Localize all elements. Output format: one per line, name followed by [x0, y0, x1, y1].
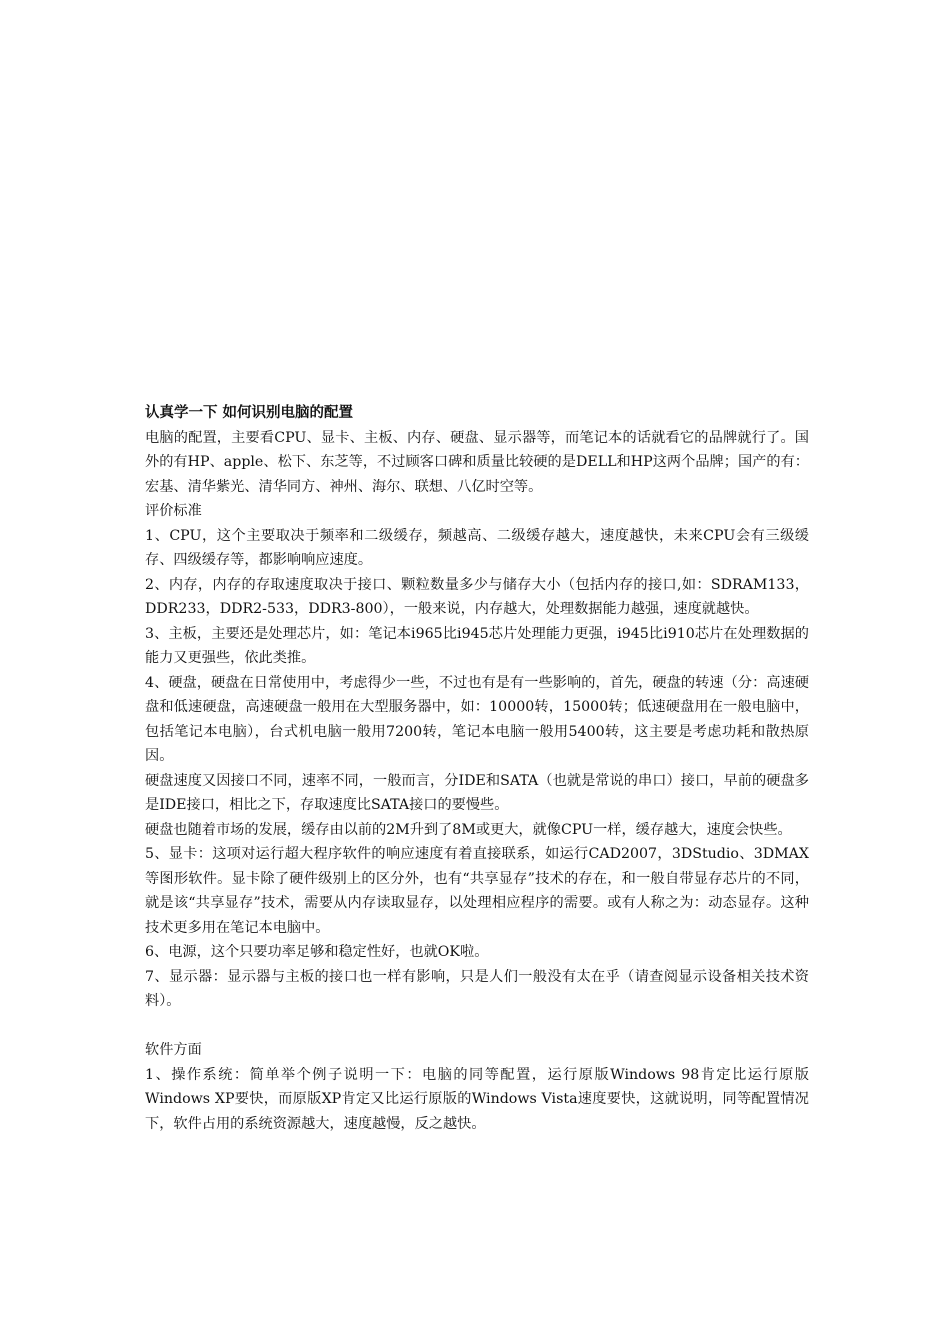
blank-line [145, 1014, 809, 1039]
memory-paragraph: 2、内存，内存的存取速度取决于接口、颗粒数量多少与储存大小（包括内存的接口,如：SDRAM133，DDR233，DDR2-533，DDR3-800），一般来说，内存越大，处理数据能力越强，速度就越快。 [145, 576, 809, 617]
intro-paragraph: 电脑的配置，主要看CPU、显卡、主板、内存、硬盘、显示器等，而笔记本的话就看它的品牌就行了。国外的有HP、apple、松下、东芝等，不过顾客口碑和质量比较硬的是DELL和HP这两个品牌；国产的有：宏基、清华紫光、清华同方、神州、海尔、联想、八亿时空等。 [145, 429, 809, 495]
hard-disk-cache-paragraph: 硬盘也随着市场的发展，缓存由以前的2M升到了8M或更大，就像CPU一样，缓存越大，速度会快些。 [145, 821, 792, 838]
monitor-paragraph: 7、显示器：显示器与主板的接口也一样有影响，只是人们一般没有太在乎（请查阅显示设备相关技术资料）。 [145, 968, 809, 1009]
hard-disk-paragraph: 4、硬盘，硬盘在日常使用中，考虑得少一些，不过也有是有一些影响的，首先，硬盘的转速（分：高速硬盘和低速硬盘，高速硬盘一般用在大型服务器中，如：10000转，15000转；低速硬盘用在一般电脑中，包括笔记本电脑），台式机电脑一般用7200转，笔记本电脑一般用5400转，这主要是考虑功耗和散热原因。 [145, 674, 809, 764]
motherboard-paragraph: 3、主板，主要还是处理芯片，如：笔记本i965比i945芯片处理能力更强，i945比i910芯片在处理数据的能力又更强些，依此类推。 [145, 625, 809, 666]
software-section-title: 软件方面 [145, 1042, 202, 1058]
evaluation-heading: 评价标准 [145, 503, 202, 519]
document-title: 认真学一下 如何识别电脑的配置 [145, 405, 354, 421]
power-supply-paragraph: 6、电源，这个只要功率足够和稳定性好，也就OK啦。 [145, 944, 489, 960]
hard-disk-interface-paragraph: 硬盘速度又因接口不同，速率不同，一般而言，分IDE和SATA（也就是常说的串口）接口，早前的硬盘多是IDE接口，相比之下，存取速度比SATA接口的要慢些。 [145, 772, 809, 813]
operating-system-paragraph: 1、操作系统：简单举个例子说明一下：电脑的同等配置，运行原版Windows 98肯定比运行原版Windows XP要快，而原版XP肯定又比运行原版的Windows Vista速度要快，这就说明，同等配置情况下，软件占用的系统资源越大，速度越慢，反之越快。 [145, 1066, 809, 1132]
graphics-card-paragraph: 5、显卡：这项对运行超大程序软件的响应速度有着直接联系，如运行CAD2007，3DStudio、3DMAX等图形软件。显卡除了硬件级别上的区分外，也有“共享显存”技术的存在，和一般自带显存芯片的不同，就是该“共享显存”技术，需要从内存读取显存，以处理相应程序的需要。或有人称之为：动态显存。这种技术更多用在笔记本电脑中。 [145, 846, 809, 936]
document-body [145, 401, 809, 1136]
cpu-paragraph: 1、CPU，这个主要取决于频率和二级缓存，频越高、二级缓存越大，速度越快，未来CPU会有三级缓存、四级缓存等，都影响响应速度。 [145, 527, 809, 568]
